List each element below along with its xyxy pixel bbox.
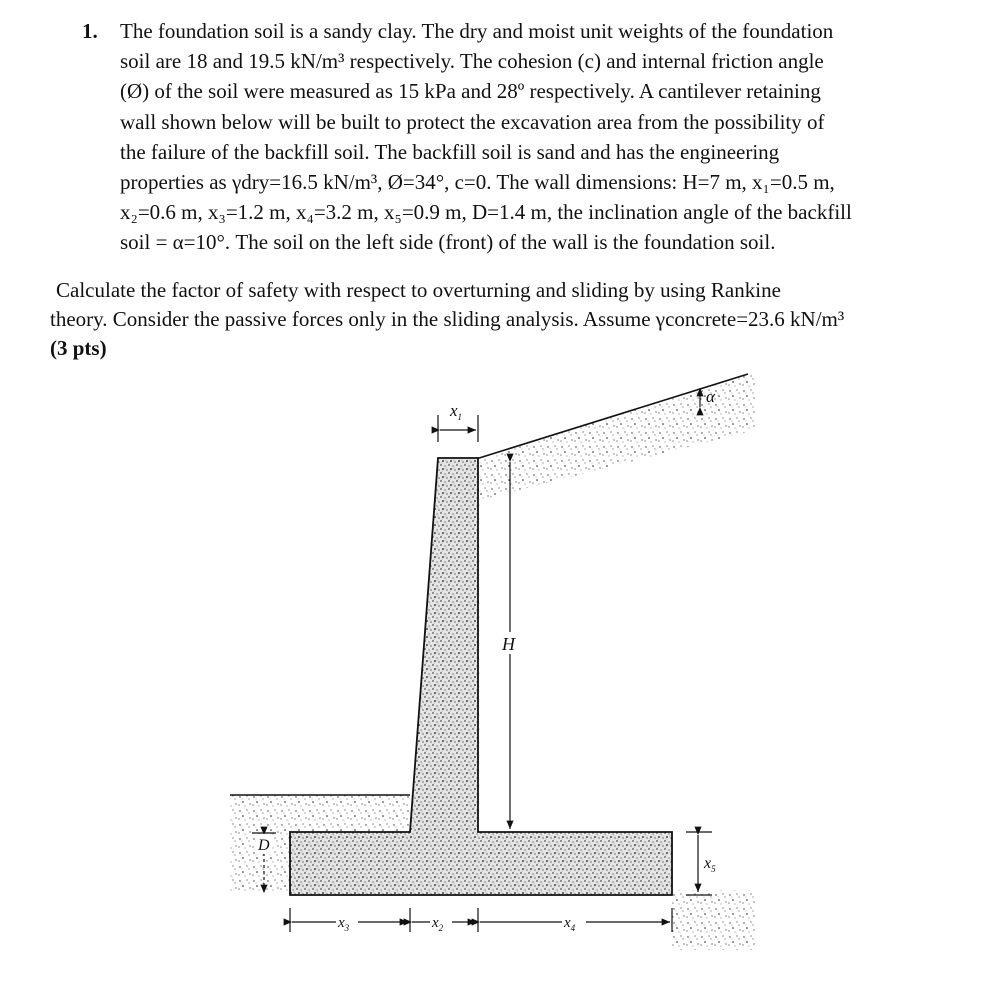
x2-label: $x_2$ (432, 915, 444, 933)
h-label: H (502, 634, 515, 654)
statement-line-3: (Ø) of the soil were measured as 15 kPa and 28º respectively. A cantilever retaining (120, 79, 821, 104)
x1-label: $x_1$ (450, 401, 463, 422)
task-line-1: Calculate the factor of safety with respect to overturning and sliding by using Rankine (56, 278, 781, 302)
statement-line-4: wall shown below will be built to protect the excavation area from the possibility of (120, 109, 825, 134)
task-line-2: theory. Consider the passive forces only in the sliding analysis. Assume γconcrete=23.6 kN/m³ (50, 307, 845, 331)
statement-line-6: properties as γdry=16.5 kN/m³, Ø=34°, c=0. The wall dimensions: H=7 m, x₁=0.5 m, (120, 170, 835, 195)
task-instruction (50, 276, 948, 363)
statement-line-7: x₂=0.6 m, x₃=1.2 m, x₄=3.2 m, x₅=0.9 m, D=1.4 m, the inclination angle of the backfill (120, 200, 852, 225)
x5-label: $x_5$ (704, 855, 716, 874)
problem-statement (120, 16, 948, 258)
problem-number: 1. (82, 19, 98, 43)
x3-label: $x_3$ (338, 915, 350, 933)
statement-line-8: soil = α=10°. The soil on the left side (front) of the wall is the foundation soil. (120, 230, 776, 255)
x4-label: $x_4$ (564, 915, 576, 933)
d-label: D (258, 837, 270, 854)
retaining-wall-diagram (0, 360, 996, 981)
statement-line-2: soil are 18 and 19.5 kN/m³ respectively. The cohesion (c) and internal friction angle (120, 49, 824, 74)
statement-line-5: the failure of the backfill soil. The backfill soil is sand and has the engineering (120, 139, 780, 164)
points-label: (3 pts) (50, 336, 107, 360)
retaining-wall-figure (0, 360, 996, 981)
alpha-label: α (706, 387, 715, 406)
problem-1 (82, 16, 948, 258)
heel-side-soil (672, 890, 756, 950)
statement-line-1: The foundation soil is a sandy clay. The dry and moist unit weights of the foundation (120, 19, 834, 43)
backfill-soil (478, 375, 755, 830)
front-soil-top (290, 795, 410, 831)
